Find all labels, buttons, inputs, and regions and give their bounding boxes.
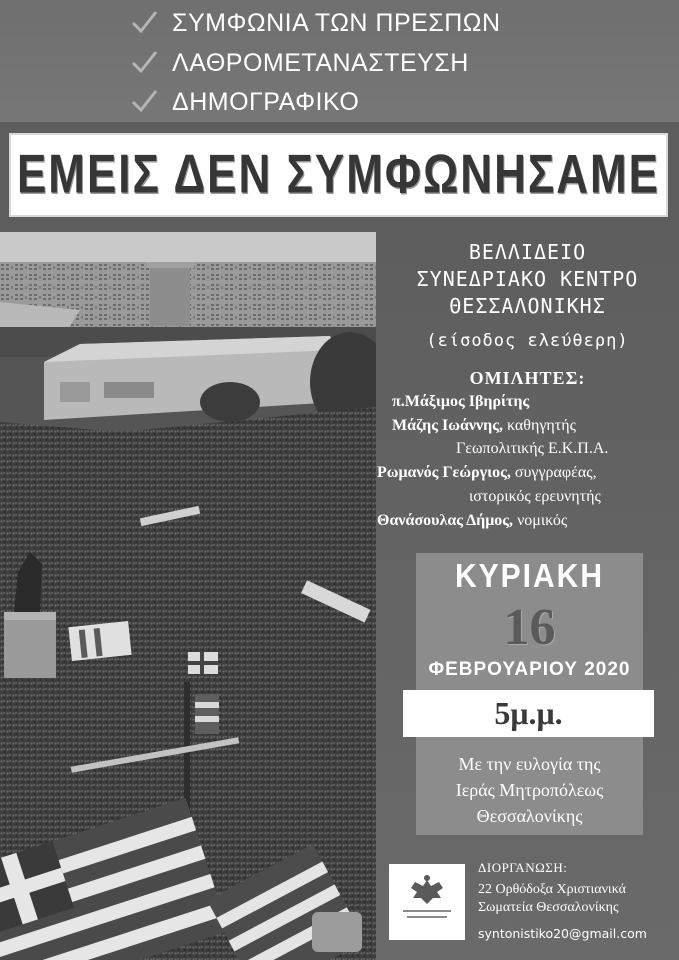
time-box — [403, 690, 654, 737]
check-icon — [130, 88, 158, 116]
date-number: 16 — [503, 599, 556, 656]
checklist-label: ΣΥΜΦΩΝΙΑ ΤΩΝ ΠΡΕΣΠΩΝ — [172, 8, 501, 37]
speaker-2 — [392, 417, 576, 435]
event-time: 5μ.μ. — [494, 695, 563, 731]
speaker-name: Θανάσουλας Δήμος, — [377, 512, 514, 529]
speakers-title: ΟΜΙΛΗΤΕΣ: — [469, 368, 586, 388]
blessing-line1: Με την ευλογία της — [458, 754, 601, 774]
date-month: ΦΕΒΡΟΥΑΡΙΟΥ 2020 — [428, 659, 631, 680]
crowd-photo-illustration — [0, 232, 376, 960]
speaker-role: συγγραφέας, — [514, 464, 597, 481]
double-headed-eagle-emblem — [389, 864, 465, 940]
speaker-4 — [377, 512, 567, 530]
checklist-label: ΛΑΘΡΟΜΕΤΑΝΑΣΤΕΥΣΗ — [172, 48, 469, 77]
speaker-name: π.Μάξιμος Ιβηρίτης — [392, 393, 530, 410]
organizer-label: ΔΙΟΡΓΑΝΩΣΗ: — [478, 860, 568, 875]
speaker-role: καθηγητής — [507, 417, 576, 434]
blessing-line3: Θεσσαλονίκης — [476, 806, 583, 826]
speaker-3-role: ιστορικός ερευνητής — [469, 488, 601, 505]
venue-line3: ΘΕΣΣΑΛΟΝΙΚΗΣ — [449, 294, 606, 318]
speaker-name: Μάζης Ιωάννης, — [392, 417, 503, 434]
crowd-photo — [0, 232, 376, 960]
venue-line2: ΣΥΝΕΔΡΙΑΚΟ ΚΕΝΤΡΟ — [416, 267, 639, 291]
venue-line1: ΒΕΛΛΙΔΕΙΟ — [468, 240, 587, 264]
speaker-3 — [377, 464, 597, 482]
speaker-role: νομικός — [517, 512, 568, 529]
organizer-logo — [389, 864, 465, 940]
checklist-item — [130, 82, 359, 122]
speaker-name: Ρωμανός Γεώργιος, — [377, 464, 511, 481]
check-icon — [130, 49, 158, 77]
organizer-email[interactable]: syntonistiko20@gmail.com — [478, 926, 647, 941]
speaker-1 — [392, 393, 529, 411]
checklist-label: ΔΗΜΟΓΡΑΦΙΚΟ — [172, 87, 360, 116]
date-day: ΚΥΡΙΑΚΗ — [454, 558, 604, 595]
checklist-item — [130, 43, 469, 83]
headline-box — [9, 133, 668, 217]
organizer-line2: Σωματεία Θεσσαλονίκης — [478, 900, 619, 915]
headline: ΕΜΕΙΣ ΔΕΝ ΣΥΜΦΩΝΗΣΑΜΕ — [16, 143, 661, 205]
blessing-line2: Ιεράς Μητροπόλεως — [455, 780, 604, 800]
checklist-item — [130, 3, 501, 43]
check-icon — [130, 9, 158, 37]
speaker-2-role: Γεωπολιτικής Ε.Κ.Π.Α. — [456, 440, 609, 457]
entry-note: (είσοδος ελεύθερη) — [426, 331, 629, 351]
organizer-line1: 22 Ορθόδοξα Χριστιανικά — [478, 882, 626, 897]
